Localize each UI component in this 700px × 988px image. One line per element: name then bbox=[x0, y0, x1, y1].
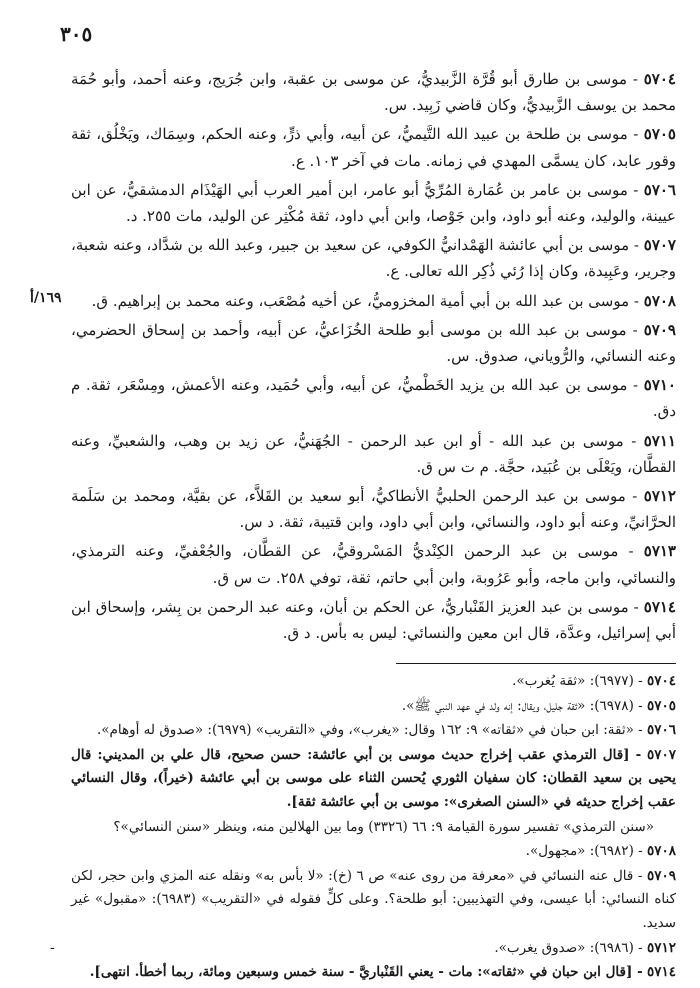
entry-text: - موسى بن عبد الله بن أبي أمية المخزوميُّ، عن أخيه مُصْعَب، وعنه محمد بن إبراهيم. ق. bbox=[91, 291, 639, 310]
entry-number: ٥٧١٠ bbox=[643, 376, 676, 395]
footnote-5712 bbox=[71, 937, 676, 961]
entry-text: - موسى بن عبد الرحمن الكِنْديُّ المَسْروقيُّ، عن القطَّان، والجُعْفيِّ، وعنه الترمذي، والنسائي، وابن ماجه، وأبو عَرُوبة، وابن أبي حاتم، ثقة، توفي ٢٥٨. ت س ق. bbox=[71, 542, 676, 587]
entry-5709 bbox=[71, 317, 676, 369]
footnote-text: - قال عنه النسائي في «معرفة من روى عنه» ص ٦ (خ): «لا بأس به» ونقله عنه المزي وابن حجر، لكن كناه النسائي: أبا عيسى، وفي التهذيبين: أبو طلحة؟. وعلى كلٍّ فقوله في «التقريب» (٦٩٨٣): «مقبول» غير سديد. bbox=[71, 867, 677, 931]
main-text bbox=[71, 66, 676, 649]
entry-5710 bbox=[71, 372, 676, 424]
margin-folio-note: ١٦٩/أ bbox=[30, 290, 62, 306]
entry-text: - موسى بن عبد الله - أو ابن عبد الرحمن - الجُهَنيُّ، عن زيد بن وهب، والشعبيِّ، وعنه القطَّان، ويَعْلَى بن عُبَيد، حجَّة. م ت س ق. bbox=[71, 431, 676, 476]
footnote-5707 bbox=[71, 744, 676, 815]
footnote-5706 bbox=[71, 719, 676, 743]
entry-text: - موسى بن عبد الله بن يزيد الخَطْميُّ، عن أبيه، وأبي حُمَيد، وعنه الأعمش، ومِسْعَر، ثقة. م دق. bbox=[71, 376, 676, 421]
footnote-text: - (٦٩٨٦): «صدوق يغرب». bbox=[494, 939, 643, 956]
footnotes bbox=[71, 670, 676, 986]
footnote-text: - (٦٩٧٧): «ثقة يُغرب». bbox=[512, 673, 643, 689]
footnote-5708 bbox=[71, 840, 676, 864]
page-number: ٣٠٥ bbox=[60, 22, 93, 46]
entry-5712 bbox=[71, 483, 676, 535]
footnote-text: - [قال ابن حبان في «ثقاته»: مات - يعني القَنْباريَّ - سنة خمس وسبعين ومائة، ربما أخطأ. انتهى]. bbox=[89, 964, 643, 981]
entry-number: ٥٧٠٦ bbox=[643, 180, 676, 199]
footnote-5705 bbox=[71, 695, 676, 719]
entry-number: ٥٧١٤ bbox=[643, 597, 676, 616]
entry-5713 bbox=[71, 538, 676, 590]
entry-number: ٥٧١١ bbox=[643, 431, 676, 450]
entry-text: - موسى بن عبد الله بن موسى أبو طلحة الخُزَاعيُّ، عن أبيه، وأحمد بن إسحاق الحضرمي، وعنه النسائي، والرُّوياني، صدوق. س. bbox=[71, 320, 676, 366]
footnote-divider bbox=[396, 663, 676, 664]
footnote-5707-reference bbox=[71, 816, 676, 840]
footnote-number: ٥٧٠٦ bbox=[646, 722, 676, 739]
footnote-5709 bbox=[71, 865, 676, 936]
footnote-text: - «ثقة: ابن حبان في «ثقاته» ٩: ١٦٢ وقال: «يغرب»، وفي «التقريب» (٦٩٧٩): «صدوق له أوهام». bbox=[96, 722, 643, 739]
entry-number: ٥٧٠٨ bbox=[643, 291, 676, 310]
footnote-number: ٥٧٠٩ bbox=[646, 867, 676, 884]
footnote-number: ٥٧٠٥ bbox=[646, 697, 676, 714]
footnote-text: - (٦٩٨٢): «مجهول». bbox=[525, 843, 643, 860]
footnote-number: ٥٧٠٧ bbox=[646, 746, 676, 763]
footnote-text: - [قال الترمذي عقب إخراج حديث موسى بن أبي عائشة: حسن صحيح، قال علي بن المديني: قال يحيى بن سعيد القطان: كان سفيان الثوري يُحسن الثناء على موسى بن أبي عائشة (خيراً)، وقال النسائي عقب إخراج حديثه في «السنن الصغرى»: موسى بن أبي عائشة ثقة]. bbox=[71, 746, 676, 810]
footnote-number: ٥٧٠٤ bbox=[646, 673, 676, 689]
entry-text: - موسى بن طارق أبو قُرَّة الزَّبيديُّ، عن موسى بن عقبة، وابن جُرَيج، وعنه أحمد، وأبو حُمَة محمد بن يوسف الزَّبيديُّ، وكان قاضي زَبِيد. س. bbox=[71, 70, 676, 115]
entry-text: - موسى بن عبد الرحمن الحلبيُّ الأنطاكيُّ، أبو سعيد بن القَلاَّء، عن بقيَّة، ومحمد بن سَلَمة الحرَّانيِّ، وعنه أبو داود، والنسائي، وابن أبي داود، وابن قتيبة، ثقة. د س. bbox=[71, 487, 676, 532]
footnote-number: ٥٧٠٨ bbox=[646, 843, 676, 860]
entry-5706 bbox=[71, 177, 676, 229]
entry-text: - موسى بن طلحة بن عبيد الله التَّيميُّ، عن أبيه، وأبي ذرٍّ، وعنه الحكم، وسِمَاك، ويَخْلُق، ثقة وقور عابد، كان يسمَّى المهدي في زمانه. مات في آخر ١٠٣. ع. bbox=[71, 125, 676, 170]
entry-5711 bbox=[71, 428, 676, 480]
entry-number: ٥٧٠٧ bbox=[643, 236, 676, 255]
footnote-number: ٥٧١٤ bbox=[646, 964, 676, 981]
entry-5708 bbox=[71, 288, 676, 314]
footnote-5704 bbox=[71, 670, 676, 694]
footnote-text: «سنن الترمذي» تفسير سورة القيامة ٩: ٦٦ (٣٣٢٦) وما بين الهلالين منه، وينظر «سنن النسائي»؟ bbox=[113, 818, 654, 835]
footnote-5714 bbox=[71, 961, 676, 985]
entry-number: ٥٧١٢ bbox=[643, 487, 676, 506]
entry-number: ٥٧١٣ bbox=[643, 542, 676, 561]
footnote-number: ٥٧١٢ bbox=[646, 939, 676, 956]
end-mark: - bbox=[50, 940, 55, 956]
entry-5714 bbox=[71, 594, 676, 646]
footnote-text: - (٦٩٧٨): «ثقة جليل، ويقال: إنه ولد في عهد النبي ﷺ». bbox=[401, 697, 643, 714]
entry-5707 bbox=[71, 232, 676, 284]
entry-5705 bbox=[71, 121, 676, 173]
entry-text: - موسى بن أبي عائشة الهَمْدانيُّ الكوفي، عن سعيد بن جبير، وعبد الله بن شدَّاد، وعنه شعبة، وجرير، وعَبِيدة، وكان إذا رُئي ذُكِر الله تعالى. ع. bbox=[71, 236, 676, 281]
entry-number: ٥٧٠٤ bbox=[643, 70, 676, 88]
entry-text: - موسى بن عامر بن عُمَارة المُرِّيُّ أبو عامر، ابن أمير العرب أبي الهَيْذَام الدمشقيُّ، عن ابن عيينة، والوليد، وعنه أبو داود، وابن جَوْصا، وابن أبي داود، ثقة مُكْثِر عن الوليد، مات ٢٥٥. د. bbox=[71, 180, 676, 226]
entry-number: ٥٧٠٩ bbox=[643, 320, 676, 339]
entry-5704 bbox=[71, 66, 676, 118]
entry-number: ٥٧٠٥ bbox=[643, 125, 676, 144]
entry-text: - موسى بن عبد العزيز القَنْباريُّ، عن الحكم بن أبان، وعنه عبد الرحمن بن بِشر، وإسحاق ابن أبي إسرائيل، وعدَّة، قال ابن معين والنسائي: ليس به بأس. د ق. bbox=[71, 597, 676, 643]
